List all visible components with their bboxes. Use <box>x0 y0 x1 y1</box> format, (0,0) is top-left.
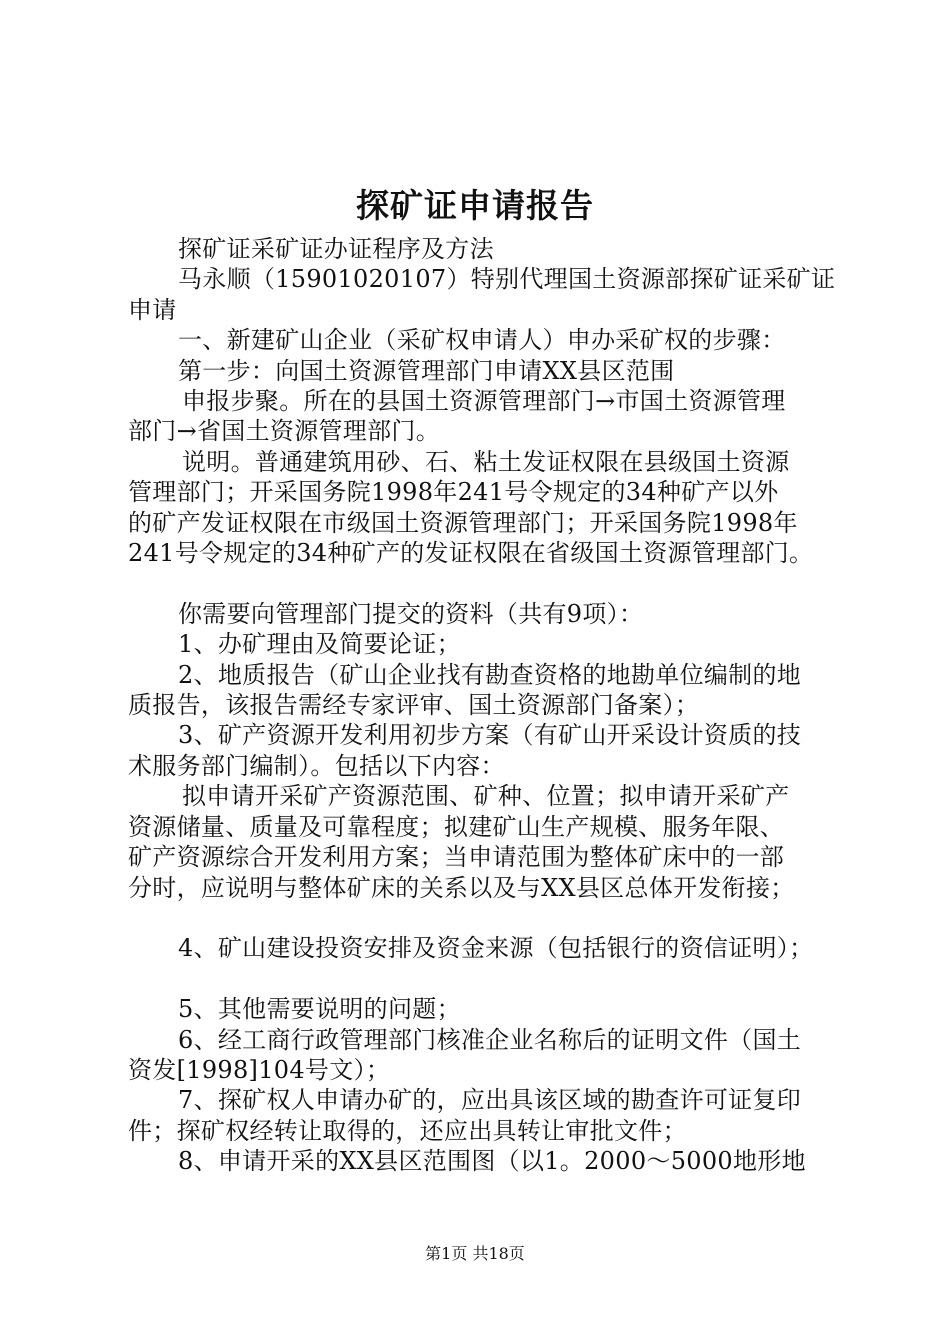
text-line: 7、探矿权人申请办矿的，应出具该区域的勘查许可证复印 <box>178 1086 802 1115</box>
text-line: 管理部门；开采国务院1998年241号令规定的34种矿产以外 <box>128 478 779 507</box>
text-line: 探矿证采矿证办证程序及方法 <box>178 235 494 263</box>
text-line: 的矿产发证权限在市级国土资源管理部门；开采国务院1998年 <box>128 508 798 537</box>
document-body <box>128 234 838 1177</box>
text-line: 你需要向管理部门提交的资料（共有9项）： <box>178 599 644 628</box>
document-title: 探矿证申请报告 <box>356 186 594 225</box>
text-line: 部门→省国土资源管理部门。 <box>128 417 441 446</box>
text-line: 拟申请开采矿产资源范围、矿种、位置；拟申请开采矿产 <box>182 782 790 811</box>
page-footer: 第1页 共18页 <box>425 1244 525 1263</box>
text-line: 一、新建矿山企业（采矿权申请人）申办采矿权的步骤： <box>178 326 786 355</box>
text-line: 分时，应说明与整体矿床的关系以及与XX县区总体开发衔接； <box>128 873 795 902</box>
text-line: 1、办矿理由及简要论证； <box>178 630 461 659</box>
blank-line <box>128 964 838 994</box>
text-line: 6、经工商行政管理部门核准企业名称后的证明文件（国土 <box>178 1025 802 1054</box>
blank-line <box>128 903 838 933</box>
text-line: 4、矿山建设投资安排及资金来源（包括银行的资信证明）； <box>178 934 814 963</box>
text-line: 8、申请开采的XX县区范围图（以1。2000～5000地形地 <box>178 1147 806 1176</box>
text-line: 质报告，该报告需经专家评审、国土资源部门备案）； <box>128 691 700 720</box>
text-line: 申请 <box>128 295 177 324</box>
text-line: 术服务部门编制）。包括以下内容： <box>128 751 505 780</box>
text-line: 241号令规定的34种矿产的发证权限在省级国土资源管理部门。 <box>128 539 814 568</box>
text-line: 2、地质报告（矿山企业找有勘查资格的地勘单位编制的地 <box>178 660 802 689</box>
text-line: 3、矿产资源开发利用初步方案（有矿山开采设计资质的技 <box>178 721 802 750</box>
text-line: 件；探矿权经转让取得的，还应出具转让审批文件； <box>128 1116 687 1145</box>
text-line: 马永顺（15901020107）特别代理国土资源部探矿证采矿证 <box>178 265 836 294</box>
text-line: 5、其他需要说明的问题； <box>178 995 461 1024</box>
text-line: 第一步：向国土资源管理部门申请XX县区范围 <box>178 356 675 385</box>
text-line: 资发[1998]104号文）； <box>128 1055 391 1084</box>
text-line: 申报步聚。所在的县国土资源管理部门→市国土资源管理 <box>182 387 786 416</box>
text-line: 说明。普通建筑用砂、石、粘土发证权限在县级国土资源 <box>182 447 790 476</box>
blank-line <box>128 568 838 598</box>
text-line: 资源储量、质量及可靠程度；拟建矿山生产规模、服务年限、 <box>128 812 785 841</box>
text-line: 矿产资源综合开发利用方案；当申请范围为整体矿床中的一部 <box>128 843 785 872</box>
